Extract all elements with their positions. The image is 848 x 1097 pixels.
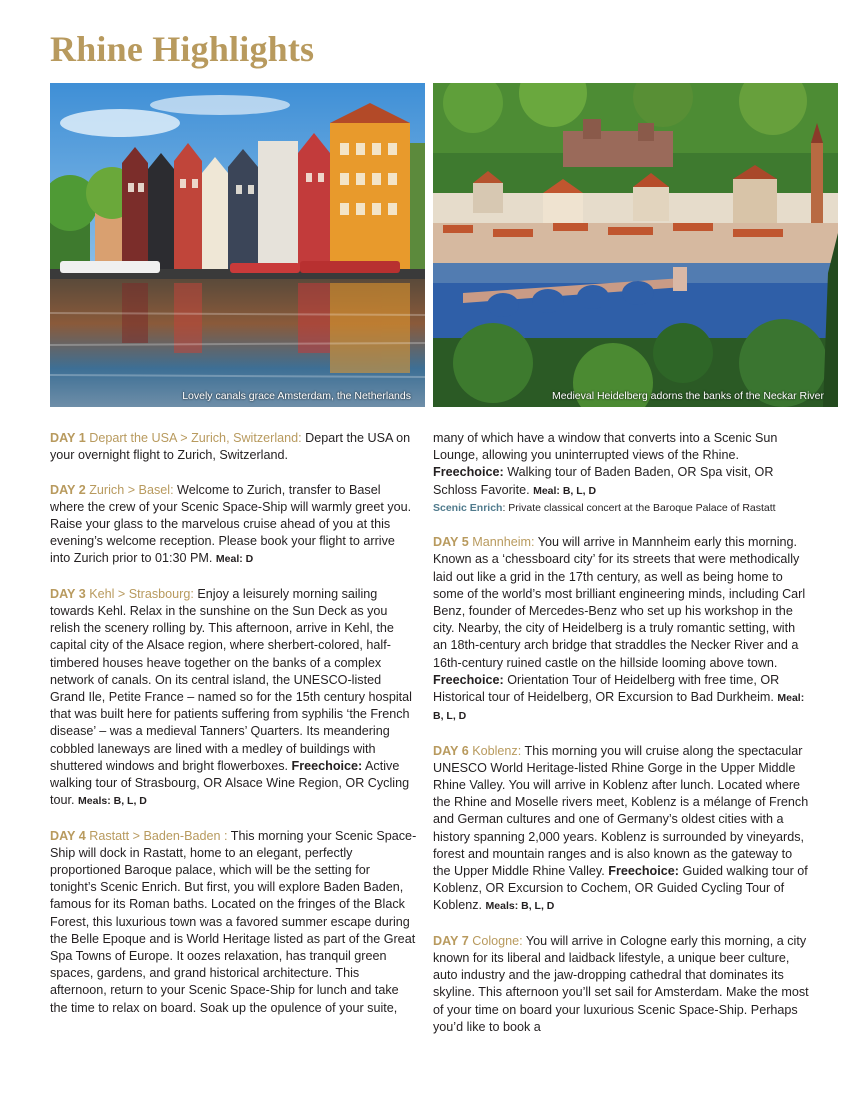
heidelberg-photo [433, 83, 838, 407]
day-place: Koblenz: [472, 743, 522, 758]
amsterdam-canal-photo-icon [50, 83, 425, 407]
scenic-enrich-text: : Private classical concert at the Baroque Palace of Rastatt [502, 501, 776, 514]
meals-label: Meals: B, L, D [485, 900, 555, 913]
day-description: This morning your Scenic Space-Ship will dock in Rastatt, home to an elegant, perfectly proportioned Baroque palace, which will be the setting for tonight’s Scenic Enrich. But first, you will explore Baden Baden, famous for its Roman baths. Located on the fringes of the Black Forest, this luxurious town was a favored summer escape during the Belle Epoque and is World Heritage listed as part of the Great Spa Towns of Europe. It oozes relaxation, has tranquil green spaces, gardens, and grand historical architecture. This afternoon, return to your Scenic Space-Ship for lunch and take the time to relax on board. Soak up the opulence of your suite, [50, 828, 417, 1015]
day-3-entry [50, 586, 418, 811]
freechoice-label: Freechoice: [291, 758, 363, 773]
day-label: DAY 2 [50, 482, 86, 497]
meals-label: Meals: B, L, D [78, 795, 147, 808]
itinerary-column-right [433, 430, 811, 1053]
meals-label: Meal: D [215, 553, 254, 566]
day-description: Depart the USA on your overnight flight to Zurich, Switzerland. [50, 431, 411, 463]
day-6-entry [433, 743, 811, 916]
day-place: Mannheim: [472, 535, 535, 550]
freechoice-label: Freechoice: [433, 465, 504, 480]
day-label: DAY 5 [433, 535, 469, 550]
scenic-enrich-label: Scenic Enrich [433, 501, 503, 514]
page-title: Rhine Highlights [50, 29, 315, 69]
day-label: DAY 3 [50, 586, 86, 601]
day-1-entry [50, 430, 418, 464]
day-description-continued: many of which have a window that converts into a Scenic Sun Lounge, allowing you uninterrupted views of the Rhine. [433, 431, 778, 463]
amsterdam-photo [50, 83, 425, 407]
day-4-continued [433, 430, 811, 500]
day-label: DAY 7 [433, 933, 469, 948]
day-4-entry [50, 828, 418, 1017]
day-place: Zurich > Basel: [89, 482, 174, 497]
freechoice-options: Walking tour of Baden Baden, OR Spa visit, OR Schloss Favorite. [433, 465, 774, 497]
day-5-entry [433, 534, 811, 725]
day-description: Welcome to Zurich, transfer to Basel where the crew of your Scenic Space-Ship will warmly greet you. Raise your glass to the marvelous cruise ahead of you at this evening’s welcome reception. Please book your flight to arrive into Zurich prior to 01:30 PM. [50, 482, 412, 566]
freechoice-options: Guided walking tour of Koblenz, OR Excursion to Cochem, OR Guided Cycling Tour of Koblenz. [433, 864, 808, 913]
day-description: Enjoy a leisurely morning sailing towards Kehl. Relax in the sunshine on the Sun Deck as you relish the scenery rolling by. This afternoon, arrive in Kehl, the capital city of the Alsace region, where sherbert-colored, half-timbered houses heave together on the banks of a complex network of canals. On its central island, the UNESCO-listed Grand Ile, Petite France – named so for the 15th century hospital that was built here for patients suffering from syphilis ‘the French disease’ – was a medieval Tanners’ Quarters. Its meandering cobbled laneways are lined with a medley of buildings with shuttered windows and bright flowerboxes. [50, 586, 412, 773]
meals-label: Meal: B, L, D [433, 692, 805, 723]
day-label: DAY 4 [50, 828, 86, 843]
heidelberg-bridge-photo-icon [433, 83, 838, 407]
photo-caption: Medieval Heidelberg adorns the banks of the Neckar River [552, 390, 824, 402]
day-label: DAY 1 [50, 431, 86, 445]
scenic-enrich-note [433, 500, 811, 517]
day-place: Cologne: [472, 933, 523, 948]
freechoice-label: Freechoice: [433, 672, 504, 687]
day-7-entry [433, 933, 811, 1036]
day-place: Kehl > Strasbourg: [89, 586, 194, 601]
itinerary-column-left [50, 430, 418, 1034]
freechoice-label: Freechoice: [608, 864, 679, 879]
day-label: DAY 6 [433, 743, 469, 758]
day-description: You will arrive in Mannheim early this morning. Known as a ‘chessboard city’ for its streets that were methodically laid out like a grid in the 17th century, as well as being home to some of the world’s most brilliant engineering minds, including Carl Benz, founder of Mercedes-Benz who set up his workshop in the city. Nearby, the city of Heidelberg is a truly romantic setting, with an 18th-century arch bridge that straddles the Necker River and a 16th-century ruined castle on the hillside looming above town. [433, 535, 806, 670]
day-2-entry [50, 482, 418, 569]
day-place: Rastatt > Baden-Baden : [89, 828, 228, 843]
day-description: You will arrive in Cologne early this morning, a city known for its liberal and laidback lifestyle, a unique beer culture, auto industry and the jaw-dropping cathedral that dominates its skyline. This afternoon you’ll set sail for Amsterdam. Make the most of your time on board your luxurious Scenic Space-Ship. Perhaps you’d like to book a [433, 933, 809, 1034]
freechoice-options: Orientation Tour of Heidelberg with free time, OR Historical tour of Heidelberg, OR Excursion to Bad Durkheim. [433, 672, 780, 705]
day-place: Depart the USA > Zurich, Switzerland: [89, 431, 302, 445]
freechoice-options: Active walking tour of Strasbourg, OR Alsace Wine Region, OR Cycling tour. [50, 758, 410, 808]
day-description: This morning you will cruise along the spectacular UNESCO World Heritage-listed Rhine Gorge in the Upper Middle Rhine Valley. You will arrive in Koblenz after lunch. Located where the Rhine and Moselle rivers meet, Koblenz is a mélange of French and German cultures and one of Germany’s oldest cities with a history spanning 2,000 years. Koblenz is surrounded by vineyards, forest and mountain ranges and is also known as the gateway to the Upper Middle Rhine Valley. [433, 743, 809, 879]
photo-caption: Lovely canals grace Amsterdam, the Netherlands [182, 390, 411, 402]
meals-label: Meal: B, L, D [533, 484, 597, 497]
